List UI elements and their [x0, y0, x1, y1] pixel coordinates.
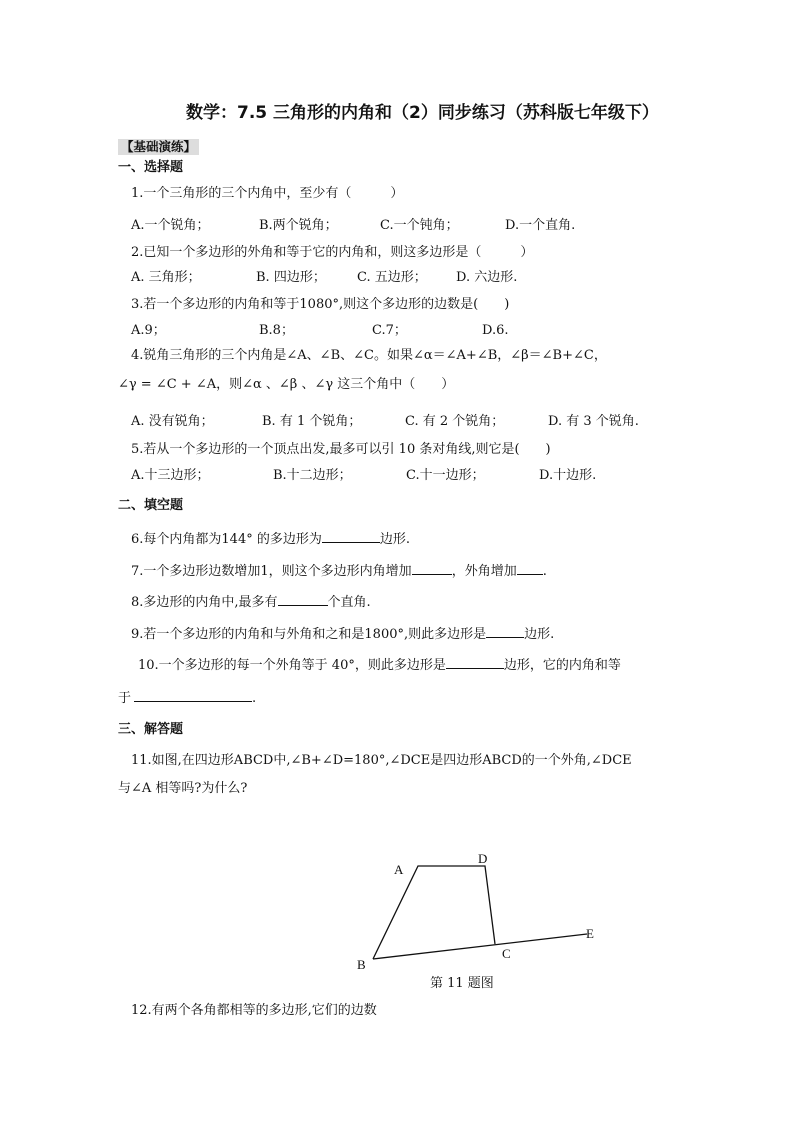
q2-option-a: A. 三角形； [131, 270, 201, 285]
q2-option-c: C. 五边形； [357, 270, 427, 285]
q2-option-d: D. 六边形. [456, 270, 518, 285]
question-1: 1.一个三角形的三个内角中，至少有（ ） [131, 186, 404, 201]
q10-text-end: . [252, 691, 257, 706]
section-heading-fill: 二、填空题 [118, 498, 184, 513]
q9-text: 9.若一个多边形的内角和与外角和之和是1800°,则此多边形是 [131, 627, 487, 642]
q4-option-b: B. 有 1 个锐角； [262, 414, 362, 429]
q10-text-mid: 边形，它的内角和等 [503, 658, 621, 673]
q7-text-mid: ，外角增加 [451, 564, 517, 579]
q7-text: 7.一个多边形边数增加1，则这个多边形内角增加 [131, 564, 412, 579]
question-11-line1: 11.如图,在四边形ABCD中,∠B+∠D=180°,∠DCE是四边形ABCD的一个外角,∠DCE [131, 753, 632, 768]
q9-text-end: 边形. [524, 627, 555, 642]
page-title: 数学：7.5 三角形的内角和（2）同步练习（苏科版七年级下） [186, 103, 659, 123]
question-2: 2.已知一个多边形的外角和等于它的内角和，则这多边形是（ ） [131, 245, 534, 260]
label-e: E [586, 926, 594, 941]
q5-option-b: B.十二边形； [273, 468, 352, 483]
quadrilateral-edges [373, 866, 495, 959]
section-tag: 【基础演练】 [118, 139, 199, 155]
section-heading-choice: 一、选择题 [118, 160, 184, 175]
q1-option-c: C.一个钝角； [380, 218, 459, 233]
q2-option-b: B. 四边形； [256, 270, 326, 285]
question-12: 12.有两个各角都相等的多边形,它们的边数 [131, 1003, 377, 1018]
q8-text-end: 个直角. [327, 595, 371, 610]
label-a: A [394, 862, 404, 877]
q1-option-b: B.两个锐角； [259, 218, 338, 233]
q5-option-a: A.十三边形； [131, 468, 210, 483]
q10-text-yu: 于 [118, 691, 132, 706]
q3-option-a: A.9； [131, 323, 166, 338]
question-5: 5.若从一个多边形的一个顶点出发,最多可以引 10 条对角线,则它是( ) [131, 442, 551, 457]
q8-text: 8.多边形的内角中,最多有 [131, 595, 278, 610]
q4-option-d: D. 有 3 个锐角. [548, 414, 639, 429]
figure-caption: 第 11 题图 [430, 976, 494, 991]
q6-text-end: 边形. [379, 532, 410, 547]
q10-text: 10.一个多边形的每一个外角等于 40°，则此多边形是 [138, 658, 446, 673]
q3-option-d: D.6. [482, 323, 509, 338]
q3-option-b: B.8； [259, 323, 294, 338]
q7-text-end: . [542, 564, 547, 579]
line-bce [373, 934, 587, 959]
q5-option-d: D.十边形. [539, 468, 597, 483]
question-3: 3.若一个多边形的内角和等于1080°,则这个多边形的边数是( ) [131, 297, 510, 312]
q4-option-a: A. 没有锐角； [131, 414, 214, 429]
q4-option-c: C. 有 2 个锐角； [405, 414, 505, 429]
q5-option-c: C.十一边形； [406, 468, 485, 483]
q6-text: 6.每个内角都为144° 的多边形为 [131, 532, 322, 547]
q3-option-c: C.7； [372, 323, 407, 338]
section-heading-solve: 三、解答题 [118, 722, 184, 737]
label-c: C [502, 946, 511, 961]
question-4-line1: 4.锐角三角形的三个内角是∠A、∠B、∠C。如果∠α＝∠A+∠B，∠β＝∠B+∠C， [131, 348, 607, 363]
q1-option-d: D.一个直角. [505, 218, 576, 233]
question-4-line2: ∠γ = ∠C + ∠A，则∠α 、∠β 、∠γ 这三个角中（ ） [118, 377, 455, 392]
question-11-line2: 与∠A 相等吗?为什么? [118, 781, 248, 796]
q1-option-a: A.一个锐角； [131, 218, 210, 233]
label-b: B [357, 957, 366, 972]
label-d: D [478, 851, 488, 866]
